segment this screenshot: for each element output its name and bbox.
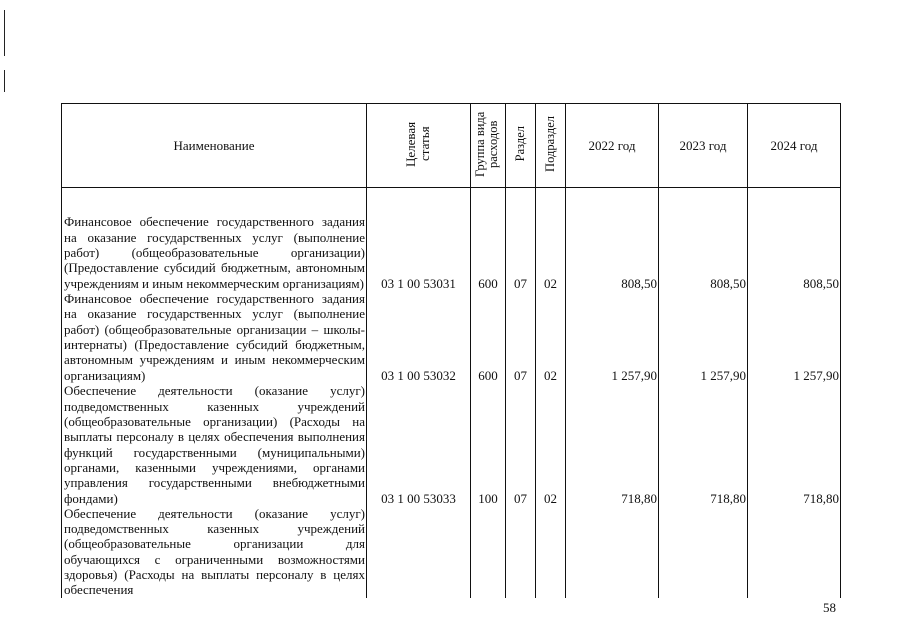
row-group: [471, 506, 506, 598]
row-2023: 808,50: [659, 188, 748, 291]
row-2023: [659, 506, 748, 598]
row-name: Обеспечение деятельности (оказание услуг) подведомственных казенных учреждений (общеобразовательные организации для обучающихся с ограниченными возможностями здоровья) (Расходы на выплаты персоналу в целях обеспечения: [62, 506, 367, 598]
row-target: 03 1 00 53033: [367, 383, 471, 506]
col-header-target: [367, 104, 471, 188]
row-2024: 718,80: [748, 383, 841, 506]
row-section: 07: [506, 383, 536, 506]
scan-edge-mark: [4, 70, 5, 92]
page-number: 58: [823, 600, 836, 615]
row-2023: 1 257,90: [659, 291, 748, 383]
table-header-row: [62, 104, 841, 188]
col-header-target-label: Целевая статья: [402, 121, 432, 167]
table-row: [62, 291, 841, 383]
row-group: 600: [471, 188, 506, 291]
row-target: 03 1 00 53031: [367, 188, 471, 291]
row-section: [506, 506, 536, 598]
col-header-section: [506, 104, 536, 188]
row-2023: 718,80: [659, 383, 748, 506]
col-header-expense-group-label: Группа вида расходов: [473, 111, 500, 177]
col-header-section-label: Раздел: [513, 126, 527, 162]
row-group: 600: [471, 291, 506, 383]
table-row: [62, 506, 841, 598]
row-name: Обеспечение деятельности (оказание услуг) подведомственных казенных учреждений (общеобразовательные организации) (Расходы на выплаты персоналу в целях обеспечения выполнения функций государственными (муниципальными) органами, казенными учреждениями, органами управления государственными внебюджетными фондами): [62, 383, 367, 506]
row-2022: 808,50: [566, 188, 659, 291]
row-section: 07: [506, 291, 536, 383]
row-subsection: 02: [536, 383, 566, 506]
col-header-2024: 2024 год: [748, 104, 841, 188]
table-row: [62, 383, 841, 506]
row-2022: 1 257,90: [566, 291, 659, 383]
row-subsection: 02: [536, 291, 566, 383]
row-target: [367, 506, 471, 598]
row-2022: 718,80: [566, 383, 659, 506]
row-group: 100: [471, 383, 506, 506]
col-header-2022: 2022 год: [566, 104, 659, 188]
row-2024: [748, 506, 841, 598]
col-header-subsection: [536, 104, 566, 188]
row-name: Финансовое обеспечение государственного задания на оказание государственных услуг (выполнение работ) (общеобразовательные организации – школы-интернаты) (Предоставление субсидий бюджетным, автономным учреждениям и иным некоммерческим организациям): [62, 291, 367, 383]
row-2022: [566, 506, 659, 598]
row-name: Финансовое обеспечение государственного задания на оказание государственных услуг (выполнение работ) (общеобразовательные организации) (Предоставление субсидий бюджетным, автономным учреждениям и иным некоммерческим организациям): [62, 188, 367, 291]
col-header-2023: 2023 год: [659, 104, 748, 188]
row-2024: 808,50: [748, 188, 841, 291]
row-target: 03 1 00 53032: [367, 291, 471, 383]
table-row: [62, 188, 841, 291]
row-subsection: 02: [536, 188, 566, 291]
row-2024: 1 257,90: [748, 291, 841, 383]
col-header-name: Наименование: [62, 104, 367, 188]
row-subsection: [536, 506, 566, 598]
col-header-subsection-label: Подраздел: [543, 116, 557, 172]
col-header-expense-group: [471, 104, 506, 188]
scan-edge-mark: [4, 10, 5, 56]
budget-table: [61, 103, 841, 598]
row-section: 07: [506, 188, 536, 291]
